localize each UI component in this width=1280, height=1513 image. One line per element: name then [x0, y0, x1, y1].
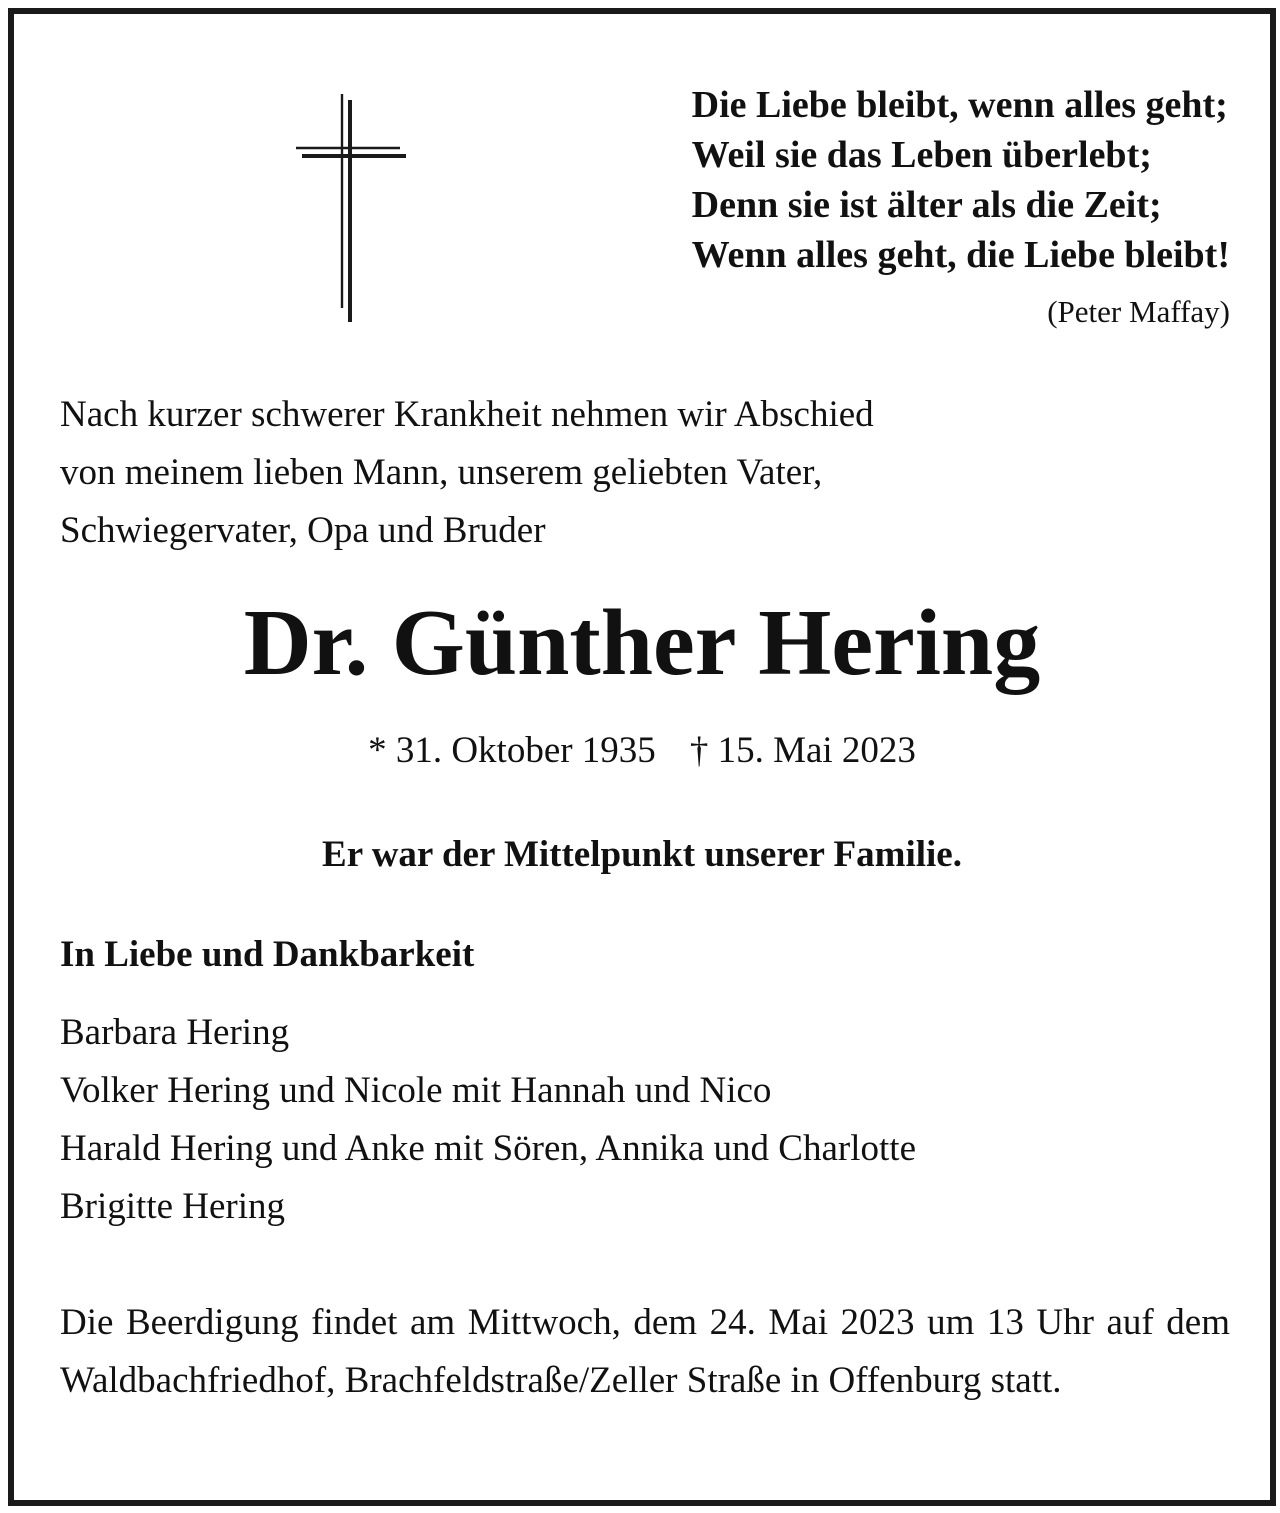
- funeral-notice: Die Beerdigung findet am Mittwoch, dem 24. Mai 2023 um 13 Uhr auf dem Waldbachfriedhof, Brachfeldstraße/Zeller Straße in Offenburg statt.: [60, 1302, 1230, 1401]
- poem-line: Denn sie ist älter als die Zeit;: [691, 184, 1162, 226]
- dedication: In Liebe und Dankbarkeit: [60, 934, 475, 975]
- poem: [692, 80, 1230, 280]
- poem-line: Weil sie das Leben überlebt;: [691, 134, 1152, 176]
- mourners-list: [60, 1004, 916, 1236]
- life-dates: [14, 726, 1270, 776]
- intro-text: [60, 386, 874, 560]
- mourner-item: Volker Hering und Nicole mit Hannah und Nico: [60, 1070, 772, 1111]
- intro-line: Nach kurzer schwerer Krankheit nehmen wir Abschied: [60, 394, 874, 435]
- obituary-frame: [8, 8, 1276, 1506]
- deceased-name: Dr. Günther Hering: [243, 591, 1041, 695]
- intro-line: von meinem lieben Mann, unserem geliebten Vater,: [60, 452, 823, 493]
- mourner-item: Harald Hering und Anke mit Sören, Annika und Charlotte: [60, 1128, 916, 1169]
- motto: Er war der Mittelpunkt unserer Familie.: [322, 834, 962, 875]
- poem-author: (Peter Maffay): [1047, 294, 1230, 329]
- poem-line: Wenn alles geht, die Liebe bleibt!: [691, 234, 1230, 276]
- birth-date: * 31. Oktober 1935: [368, 730, 656, 771]
- death-date: † 15. Mai 2023: [689, 730, 916, 771]
- intro-line: Schwiegervater, Opa und Bruder: [60, 510, 546, 551]
- mourner-item: Barbara Hering: [60, 1012, 290, 1053]
- poem-line: Die Liebe bleibt, wenn alles geht;: [691, 84, 1228, 126]
- cross-icon: [292, 86, 412, 336]
- mourner-item: Brigitte Hering: [60, 1186, 286, 1227]
